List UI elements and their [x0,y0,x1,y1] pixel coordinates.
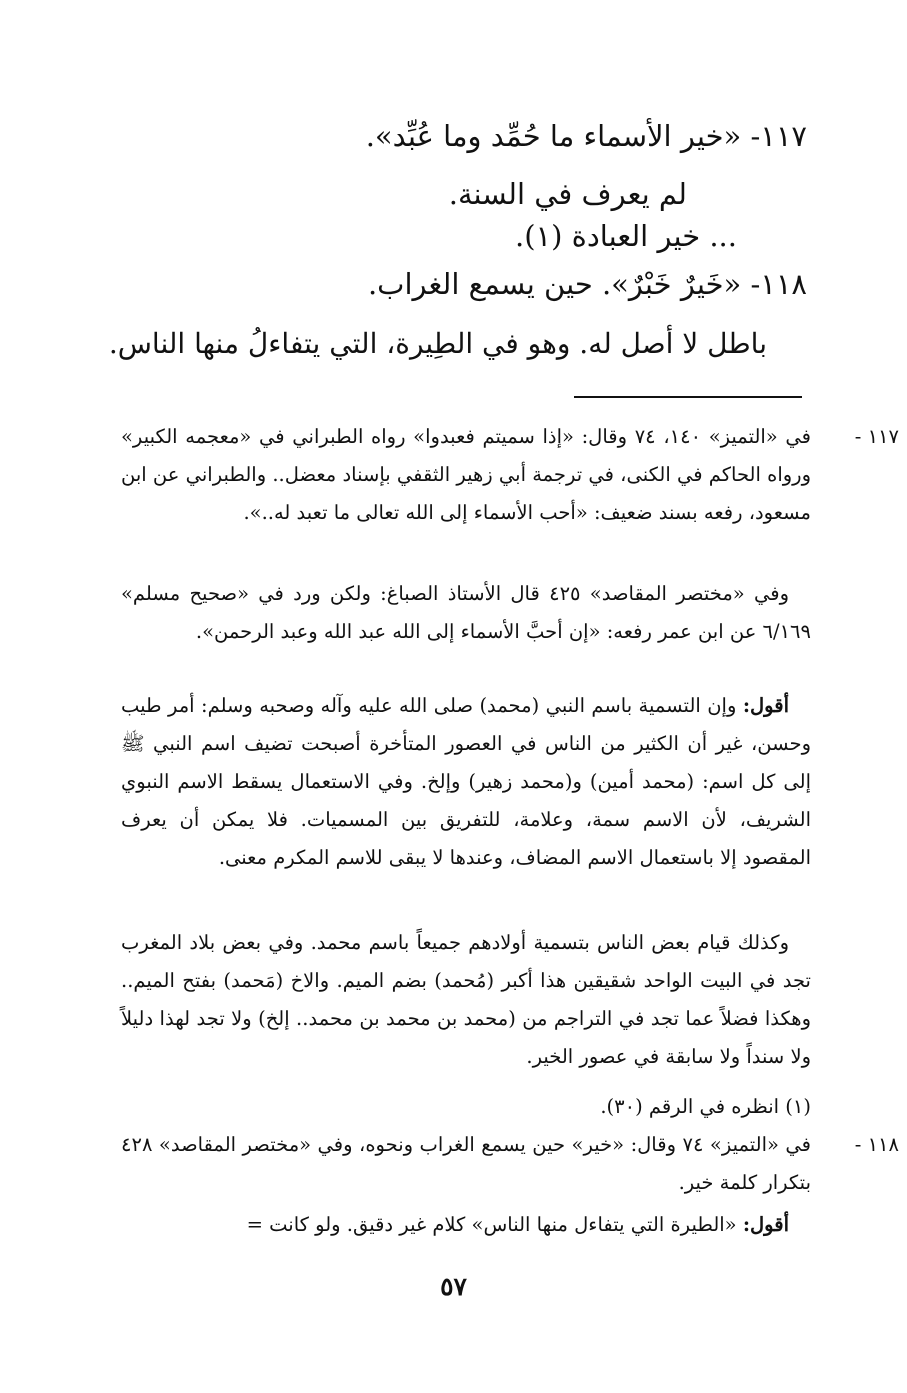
footnote-117-paragraph-4-block [121,924,811,1076]
akulu-lead-2: أقول: [742,1213,789,1236]
entry-117-note: ... خير العبادة (١). [514,219,737,253]
footnote-divider [574,396,802,398]
footnote-118-label: ١١٨ - [854,1133,899,1156]
page-number: ٥٧ [440,1272,467,1301]
footnote-118-paragraph-1: في «التميز» ٧٤ وقال: «خير» حين يسمع الغراب ونحوه، وفي «مختصر المقاصد» ٤٢٨ بتكرار كلمة خير. [121,1133,811,1194]
entry-117-comment: لم يعرف في السنة. [448,177,687,211]
entry-118-comment: باطل لا أصل له. وهو في الطِيرة، التي يتفاءلُ منها الناس. [108,327,767,360]
footnote-117-paragraph-3 [121,687,811,877]
entry-118-heading: ١١٨- «خَيرٌ خَبْرٌ». حين يسمع الغراب. [367,267,807,301]
reference-note-1: (١) انظره في الرقم (٣٠). [600,1095,811,1118]
footnote-117-paragraph-3-block [121,687,811,877]
footnote-117-paragraph-2: وفي «مختصر المقاصد» ٤٢٥ قال الأستاذ الصباغ: ولكن ورد في «صحيح مسلم» ٦/١٦٩ عن ابن عمر رفعه: «إن أحبَّ الأسماء إلى الله عبد الله وعبد الرحمن». [121,582,811,643]
footnote-117-paragraph-1: في «التميز» ١٤٠، ٧٤ وقال: «إذا سميتم فعبدوا» رواه الطبراني في «معجمه الكبير» ورواه الحاكم في الكنى، في ترجمة أبي زهير الثقفي بإسناد معضل.. والطبراني عن ابن مسعود، رفعه بسند ضعيف: «أحب الأسماء إلى الله تعالى ما تعبد له..». [121,425,811,524]
footnote-117-paragraph-3-text: وإن التسمية باسم النبي (محمد) صلى الله عليه وآله وصحبه وسلم: أمر طيب وحسن، غير أن الكثير من الناس في العصور المتأخرة أصبحت تضيف اسم النبي ﷺ إلى كل اسم: (محمد أمين) و(محمد زهير) وإلخ. وفي الاستعمال يسقط الاسم النبوي الشريف، لأن الاسم سمة، وعلامة، للتفريق بين المسميات. فلا يمكن أن يعرف المقصود إلا باستعمال الاسم المضاف، وعندها لا يبقى للاسم المكرم معنى. [121,694,811,869]
footnote-117 [121,418,899,532]
footnote-118-paragraph-2-text: «الطيرة التي يتفاءل منها الناس» كلام غير دقيق. ولو كانت = [246,1213,743,1236]
footnote-118-paragraph-2 [121,1206,811,1244]
footnote-118-paragraph-2-block [121,1206,811,1244]
footnote-117-label: ١١٧ - [854,425,899,448]
footnote-117-paragraph-2-block [121,575,811,651]
entry-117-heading: ١١٧- «خير الأسماء ما حُمِّد وما عُبِّد». [365,119,807,153]
footnote-117-paragraph-4: وكذلك قيام بعض الناس بتسمية أولادهم جميعاً باسم محمد. وفي بعض بلاد المغرب تجد في البيت الواحد شقيقين هذا أكبر (مُحمد) بضم الميم. والاخ (مَحمد) بفتح الميم.. وهكذا فضلاً عما تجد في التراجم من (محمد بن محمد بن محمد.. إلخ) ولا تجد لهذا دليلاً ولا سنداً ولا سابقة في عصور الخير. [121,931,811,1068]
akulu-lead: أقول: [742,694,789,717]
footnote-118 [121,1126,899,1202]
